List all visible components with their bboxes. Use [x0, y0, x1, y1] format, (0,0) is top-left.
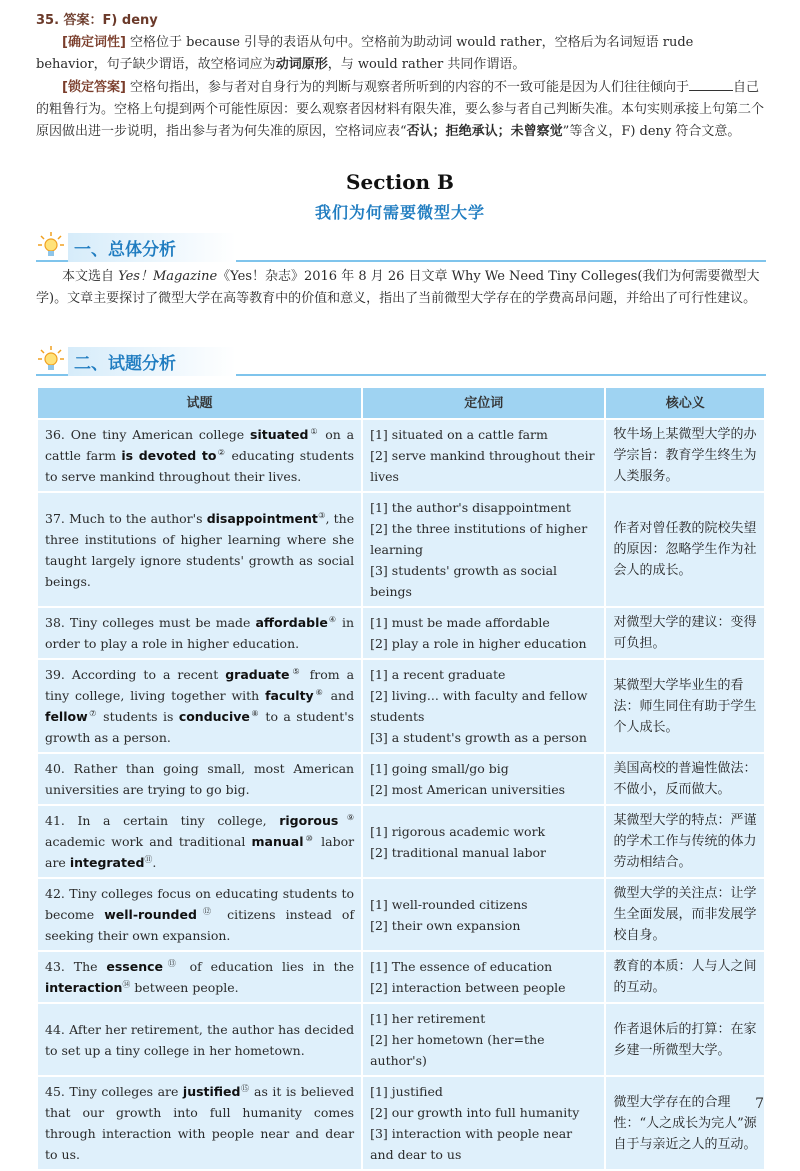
locator-item: [1] rigorous academic work: [370, 823, 546, 839]
keyword-bold: affordable: [255, 615, 328, 630]
question-cell: [37, 492, 362, 607]
tag-lock-answer: [锁定答案]: [62, 80, 126, 95]
page-number: 7: [755, 1096, 764, 1112]
question-text: 38. Tiny colleges must be made: [45, 615, 256, 630]
tag-determine-pos: [确定词性]: [62, 35, 126, 50]
vocab-marker: ⑦: [87, 708, 98, 718]
q35-p2-text-d: ”等含义，F) deny 符合文意。: [562, 124, 741, 139]
table-row: [37, 878, 765, 951]
locator-cell: [362, 1003, 605, 1076]
vocab-marker: ②: [216, 447, 227, 457]
table-header-row: [37, 387, 765, 419]
header-locator: 定位词: [362, 387, 605, 419]
locator-item: [1] The essence of education: [370, 959, 553, 974]
keyword-bold: integrated: [69, 855, 145, 870]
question-text: and: [324, 688, 355, 703]
locator-cell: [362, 805, 605, 878]
question-text: educating students to serve mankind throughout their lives.: [45, 448, 355, 484]
vocab-marker: ⑬: [163, 958, 181, 968]
header-question: 试题: [37, 387, 362, 419]
question-text: 41. In a certain tiny college,: [45, 813, 280, 828]
locator-item: [2] serve mankind throughout their lives: [370, 448, 595, 484]
question-text: 40. Rather than going small, most American universities are trying to go big.: [45, 761, 355, 797]
question-text: , the three institutions of higher learning where she taught largely ignore students' growth as social beings.: [45, 510, 355, 589]
heading-question-analysis-label: 二、试题分析: [68, 347, 236, 376]
question-cell: [37, 1076, 362, 1170]
q35-p1-text-c: ，与 would rather 共同作谓语。: [327, 57, 526, 72]
core-meaning-cell: 教育的本质：人与人之间的互动。: [605, 951, 765, 1003]
table-row: [37, 805, 765, 878]
overview-text-a: 本文选自: [62, 269, 119, 284]
keyword-bold: manual: [251, 834, 304, 849]
question-text: as it is believed that our growth into full humanity comes through interaction with people near and dear to us.: [45, 1084, 355, 1162]
overview-paragraph: [36, 266, 766, 310]
vocab-marker: ⑩: [303, 833, 315, 843]
table-row: [37, 1076, 765, 1170]
locator-item: [1] must be made affordable: [370, 615, 550, 630]
keyword-bold: essence: [106, 959, 164, 974]
core-meaning-cell: 牧牛场上某微型大学的办学宗旨：教育学生终生为人类服务。: [605, 419, 765, 492]
locator-item: [3] a student's growth as a person: [370, 730, 587, 745]
question-text: 45. Tiny colleges are: [45, 1084, 183, 1099]
vocab-marker: ⑧: [249, 708, 260, 718]
core-meaning-cell: 某微型大学的特点：严谨的学术工作与传统的体力劳动相结合。: [605, 805, 765, 878]
locator-item: [2] play a role in higher education: [370, 636, 587, 651]
locator-item: [1] the author's disappointment: [370, 500, 571, 515]
q35-p1-bold: 动词原形: [275, 57, 328, 72]
answer-blank: [689, 76, 733, 91]
q35-p2-text-a: 空格句指出，参与者对自身行为的判断与观察者所听到的内容的不一致可能是因为人们往往倾向于: [125, 80, 690, 95]
lightbulb-icon: [36, 230, 66, 260]
locator-cell: [362, 753, 605, 805]
question-text: of education lies in the: [180, 959, 355, 974]
locator-item: [1] justified: [370, 1084, 443, 1099]
question-text: .: [152, 855, 157, 870]
vocab-marker: ④: [327, 614, 338, 624]
question-text: 36. One tiny American college: [45, 427, 251, 442]
question-cell: [37, 805, 362, 878]
q35-p2-bold: 否认；拒绝承认；未曾察觉: [406, 124, 563, 139]
heading-overall-analysis-label: 一、总体分析: [68, 233, 236, 262]
core-meaning-cell: 对微型大学的建议：变得可负担。: [605, 607, 765, 659]
question-text: from a tiny college, living together with: [45, 667, 355, 703]
question-cell: [37, 1003, 362, 1076]
locator-item: [1] going small/go big: [370, 761, 509, 776]
locator-cell: [362, 951, 605, 1003]
overview-source-magazine: Yes！Magazine: [118, 269, 218, 284]
q35-paragraph-1: [36, 32, 766, 76]
question-text: on a cattle farm: [45, 427, 355, 463]
table-row: [37, 951, 765, 1003]
locator-cell: [362, 419, 605, 492]
vocab-marker: ①: [308, 426, 320, 436]
locator-item: [2] interaction between people: [370, 980, 566, 995]
vocab-marker: ⑫: [196, 906, 218, 916]
keyword-bold: conducive: [178, 709, 250, 724]
lightbulb-icon: [36, 344, 66, 374]
keyword-bold: rigorous: [279, 813, 339, 828]
question-text: academic work and traditional: [45, 834, 252, 849]
vocab-marker: ⑪: [144, 854, 153, 864]
core-meaning-cell: 作者退休后的打算：在家乡建一所微型大学。: [605, 1003, 765, 1076]
locator-cell: [362, 492, 605, 607]
vocab-marker: ⑮: [240, 1083, 250, 1093]
question-cell: [37, 419, 362, 492]
locator-item: [3] interaction with people near and dear to us: [370, 1126, 573, 1162]
question-text: labor are: [45, 834, 355, 870]
keyword-bold: justified: [182, 1084, 241, 1099]
core-meaning-cell: 某微型大学毕业生的看法：师生同住有助于学生个人成长。: [605, 659, 765, 753]
question-text: 37. Much to the author's: [45, 510, 207, 526]
keyword-bold: interaction: [45, 980, 123, 995]
locator-item: [2] our growth into full humanity: [370, 1105, 580, 1120]
table-row: [37, 659, 765, 753]
core-meaning-cell: 美国高校的普遍性做法：不做小，反而做大。: [605, 753, 765, 805]
vocab-marker: ⑭: [122, 979, 131, 989]
question-text: 42. Tiny colleges focus on educating students to become: [45, 886, 355, 922]
table-row: [37, 1003, 765, 1076]
locator-cell: [362, 1076, 605, 1170]
question-text: in order to play a role in higher education.: [45, 615, 355, 651]
locator-item: [2] most American universities: [370, 782, 566, 797]
q35-p2-text-b: 自己的粗鲁行为。空格上句提到两个可能性原因：要么观察者因材料有限失准，要么参与者自己判断失准。本句实则承接上句第二个原因做出进一步说明，指出参与者为何失准的原因，空格词应表“: [36, 80, 765, 139]
table-row: [37, 492, 765, 607]
core-meaning-cell: 作者对曾任教的院校失望的原因：忽略学生作为社会人的成长。: [605, 492, 765, 607]
heading-overall-analysis: [36, 230, 766, 262]
locator-item: [2] living... with faculty and fellow students: [370, 688, 588, 724]
question-cell: [37, 659, 362, 753]
vocab-marker: ⑨: [338, 812, 355, 822]
question-text: 44. After her retirement, the author has decided to set up a tiny college in her hometown.: [45, 1021, 355, 1058]
heading-question-analysis: [36, 344, 766, 376]
question-cell: [37, 951, 362, 1003]
keyword-bold: situated: [250, 427, 309, 442]
question-text: to a student's growth as a person.: [45, 709, 355, 745]
q35-p1-text-a: 空格位于 because 引导的表语从句中。空格前为助动词 would rather，空格后为名词短语 rude behavior，句子缺少谓语，故空格词应为: [36, 35, 694, 72]
keyword-bold: well-rounded: [104, 907, 197, 922]
q35-answer-heading: 35. 答案：F) deny: [36, 13, 158, 28]
table-row: [37, 753, 765, 805]
question-text: between people.: [130, 980, 239, 995]
locator-cell: [362, 659, 605, 753]
locator-cell: [362, 878, 605, 951]
locator-item: [1] her retirement: [370, 1011, 486, 1026]
section-title: Section B: [346, 170, 454, 194]
keyword-bold: disappointment: [206, 510, 318, 526]
question-text: students is: [97, 709, 179, 724]
question-text: 43. The: [45, 959, 107, 974]
overview-text-b: 《Yes！杂志》2016 年 8 月 26 日文章 Why We Need Tiny Colleges(我们为何需要微型大学)。文章主要探讨了微型大学在高等教育中的价值和意义，指出了当前微型大学存在的学费高昂问题，并给出了可行性建议。: [36, 269, 760, 306]
core-meaning-cell: 微型大学的关注点：让学生全面发展，而非发展学校自身。: [605, 878, 765, 951]
locator-item: [1] a recent graduate: [370, 667, 506, 682]
locator-item: [2] traditional manual labor: [370, 844, 547, 860]
question-cell: [37, 607, 362, 659]
vocab-marker: ⑤: [289, 666, 303, 676]
table-row: [37, 607, 765, 659]
locator-item: [3] students' growth as social beings: [370, 563, 558, 599]
question-cell: [37, 878, 362, 951]
keyword-bold: graduate: [225, 667, 290, 682]
vocab-marker: ⑥: [313, 687, 325, 697]
keyword-bold: faculty: [265, 688, 314, 703]
q35-paragraph-2: [36, 76, 766, 143]
locator-item: [2] her hometown (her=the author's): [370, 1032, 545, 1068]
locator-cell: [362, 607, 605, 659]
locator-item: [2] their own expansion: [370, 917, 521, 933]
question-analysis-table: [36, 386, 766, 1171]
section-subtitle: 我们为何需要微型大学: [314, 203, 485, 222]
header-core-meaning: 核心义: [605, 387, 765, 419]
keyword-bold: fellow: [45, 709, 88, 724]
locator-item: [1] situated on a cattle farm: [370, 427, 548, 442]
question-cell: [37, 753, 362, 805]
core-meaning-cell: 微型大学存在的合理性：“人之成长为完人”源自于与亲近之人的互动。: [605, 1076, 765, 1170]
locator-item: [2] the three institutions of higher learning: [370, 521, 588, 557]
q35-explanation: [36, 10, 766, 143]
question-text: 39. According to a recent: [45, 667, 226, 682]
question-text: citizens instead of seeking their own expansion.: [45, 907, 355, 943]
vocab-marker: ③: [317, 510, 326, 520]
keyword-bold: is devoted to: [121, 448, 217, 463]
table-row: [37, 419, 765, 492]
locator-item: [1] well-rounded citizens: [370, 896, 528, 912]
